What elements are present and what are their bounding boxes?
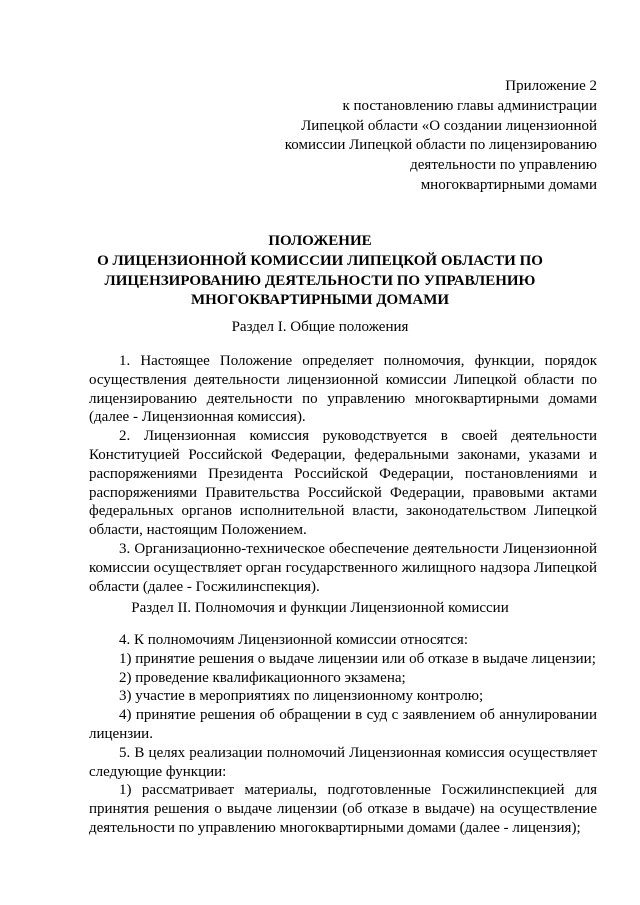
paragraph: 5. В целях реализации полномочий Лицензионная комиссия осуществляет следующие функции:: [89, 744, 597, 780]
appendix-line: многоквартирными домами: [420, 176, 597, 193]
paragraph: 4. К полномочиям Лицензионной комиссии относятся:: [119, 632, 468, 648]
paragraph: 3. Организационно-техническое обеспечение деятельности Лицензионной комиссии осуществляет орган государственного жилищного надзора Липецкой области (далее - Госжилинспекция).: [89, 540, 597, 595]
appendix-line: к постановлению главы администрации: [342, 97, 597, 114]
appendix-line: Приложение 2: [505, 78, 597, 94]
title-line: ПОЛОЖЕНИЕ: [268, 233, 372, 249]
document-title: [0, 232, 640, 311]
paragraph: 2. Лицензионная комиссия руководствуется в своей деятельности Конституцией Российской Федерации, федеральными законами, указами и распоряжениями Президента Российской Федерации, постановлениями и распоряжениями Правительства Российской Федерации, правовыми актами федеральных органов исполнительной власти, законодательством Липецкой области, настоящим Положением.: [89, 428, 597, 539]
appendix-header: [285, 77, 597, 196]
section-2-heading: Раздел II. Полномочия и функции Лицензионной комиссии: [131, 600, 509, 616]
paragraph: 2) проведение квалификационного экзамена;: [119, 669, 406, 686]
section-1-body: [89, 352, 597, 596]
paragraph: 1) рассматривает материалы, подготовленные Госжилинспекцией для принятия решения о выдаче лицензии (об отказе в выдаче) на осуществление деятельности по управлению многоквартирными домами (далее - лицензия);: [89, 782, 597, 836]
title-line: О ЛИЦЕНЗИОННОЙ КОМИССИИ ЛИПЕЦКОЙ ОБЛАСТИ ПО: [97, 252, 543, 269]
paragraph: 4) принятие решения об обращении в суд с заявлением об аннулировании лицензии.: [89, 707, 597, 742]
appendix-line: Липецкой области «О создании лицензионной: [301, 117, 597, 134]
title-line: МНОГОКВАРТИРНЫМИ ДОМАМИ: [190, 292, 450, 309]
section-1-heading: Раздел I. Общие положения: [231, 319, 409, 335]
appendix-line: комиссии Липецкой области по лицензированию: [284, 137, 597, 154]
paragraph: 1) принятие решения о выдаче лицензии или об отказе в выдаче лицензии;: [119, 650, 596, 667]
section-2-body: [89, 631, 597, 838]
appendix-line: деятельности по управлению: [410, 157, 597, 174]
paragraph: 3) участие в мероприятиях по лицензионному контролю;: [119, 688, 484, 705]
paragraph: 1. Настоящее Положение определяет полномочия, функции, порядок осуществления деятельности лицензионной комиссии Липецкой области по лицензированию деятельности по управлению многоквартирными домами (далее - Лицензионная комиссия).: [89, 353, 597, 426]
title-line: ЛИЦЕНЗИРОВАНИЮ ДЕЯТЕЛЬНОСТИ ПО УПРАВЛЕНИЮ: [104, 272, 536, 289]
